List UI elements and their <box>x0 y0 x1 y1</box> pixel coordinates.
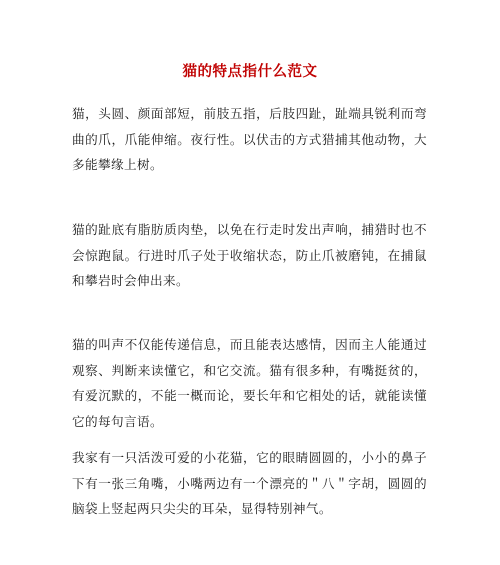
paragraph-2: 猫的趾底有脂肪质肉垫，以免在行走时发出声响，捕猎时也不会惊跑鼠。行进时爪子处于收缩状态，防止爪被磨钝，在捕鼠和攀岩时会伸出来。 <box>72 222 427 288</box>
paragraph-1: 猫，头圆、颜面部短，前肢五指，后肢四趾，趾端具锐利而弯曲的爪，爪能伸缩。夜行性。以伏击的方式猎捕其他动物，大多能攀缘上树。 <box>72 106 427 172</box>
paragraph-4: 我家有一只活泼可爱的小花猫，它的眼睛圆圆的，小小的鼻子下有一张三角嘴，小嘴两边有一个漂亮的＂八＂字胡，圆圆的脑袋上竖起两只尖尖的耳朵，显得特别神气。 <box>72 450 427 516</box>
document-title: 猫的特点指什么范文 <box>182 64 318 80</box>
paragraph-3: 猫的叫声不仅能传递信息，而且能表达感情，因而主人能通过观察、判断来读懂它，和它交流。猫有很多种，有嘴挺贫的，有爱沉默的，不能一概而论，要长年和它相处的话，就能读懂它的每句言语。 <box>72 337 427 429</box>
